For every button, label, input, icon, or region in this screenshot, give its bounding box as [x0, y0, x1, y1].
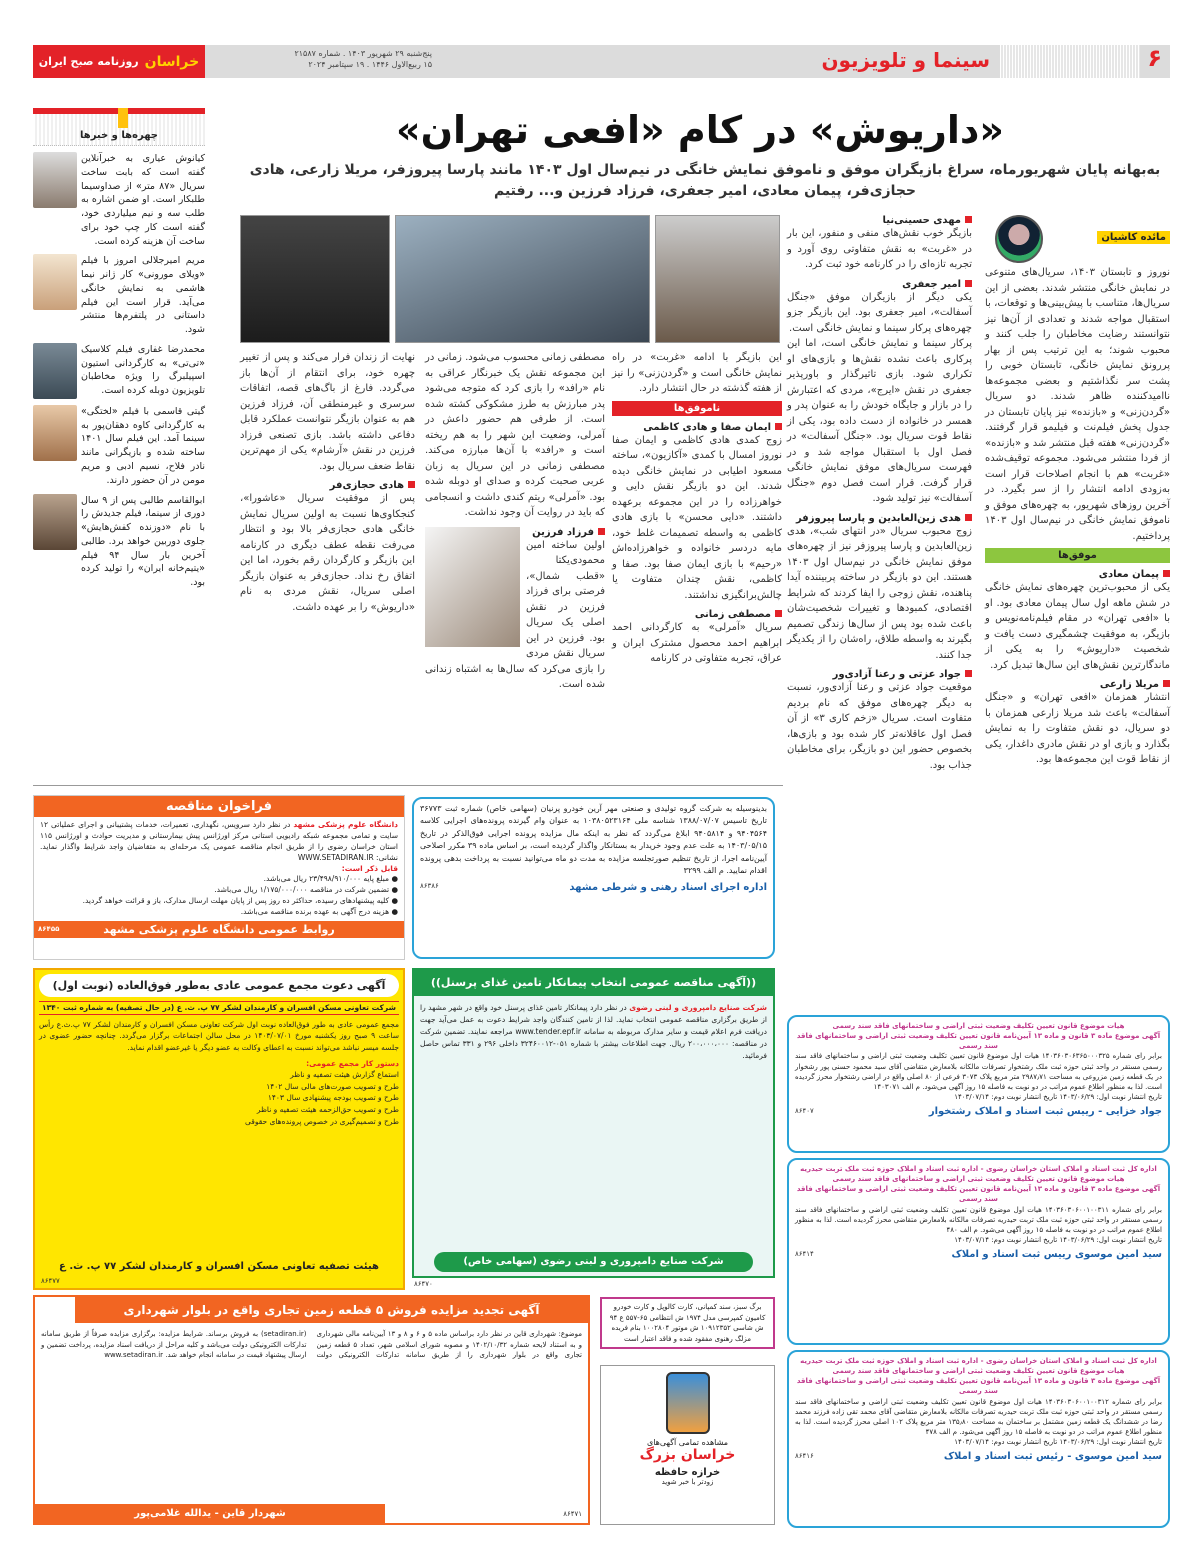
section-text: پرکار سینما و نمایش خانگی است، اما این پرکاری باعث نشده نقش‌ها و بازی‌های او تکراری شود. بازی تاثیرگذار و باورپذیر جعفری در نقش «ایرج»، مردی که اعتبارش را در بازار و جایگاه خودش را به عنوان پدر و همسر در خانواده از دست داده بود، یکی از نقاط قوت سریال بود. «جنگل آسفالت» در فصل اول با استقبال مواجه شد و در فهرست سریال‌های موفق نمایش خانگی قرار گرفت. قرار است فصل دوم «جنگل آسفالت» نیز تولید شود.	[787, 338, 972, 504]
photo-actor	[655, 215, 780, 343]
ad-general-assembly	[33, 968, 405, 1290]
ad-title: آگهی تجدید مزایده فروش ۵ قطعه زمین تجاری واقع در بلوار شهرداری	[75, 1297, 588, 1323]
date-line: ۱۵ ربیع‌الاول ۱۴۴۶ . ۱۹ سپتامبر ۲۰۲۴	[308, 60, 432, 70]
agenda-item: استماع گزارش هیئت تصفیه و ناظر	[290, 1070, 399, 1080]
promo-line: مشاهده تمامی آگهی‌های	[646, 1438, 729, 1447]
photo-actress	[240, 215, 390, 343]
ad-code: ۸۶۴۵۵	[38, 924, 60, 933]
ad-body: مجمع عمومی عادی به طور فوق‌العاده نوبت اول شرکت تعاونی مسکن افسران و کارمندان لشکر ۷۷ پ.ث.ع رأس ساعت ۹ صبح روز یکشنبه مورخ ۱۴۰۳/۰۷/۰۱ در محل سالن اجتماعات برگزار می‌گردد. چنانچه حضور عضوی در جلسه میسر نباشد می‌تواند نسبت به اعطای وکالت به عضو دیگر یا غیرعضو اقدام نماید.	[39, 1019, 399, 1052]
section-text: پس از موفقیت سریال «عاشورا»، کنجکاوی‌ها نسبت به اولین سریال نمایش خانگی هادی حجازی‌فر بالا بود و انتظار می‌رفت نقطه عطف دیگری در کارنامه این بازیگر و کارگردان رقم بخورد، اما این اتفاق رخ نداد. حجازی‌فر به عنوان بازیگر اصلی سریال، نقش مردی به نام «داریوش» را بر عهده داشت.	[240, 493, 415, 613]
tag-unsuccessful: ناموفق‌ها	[612, 401, 782, 416]
section-heading: جواد عزتی و رعنا آزادی‌ور	[787, 669, 972, 680]
ad-note: قابل ذکر است:	[341, 863, 398, 873]
sidebar-item-text: ابوالقاسم طالبی پس از ۹ سال دوری از سینما، فیلم جدیدش را با نام «دوزنده کفش‌هایش» جلوی دوربین خواهد برد. طالبی آخرین بار سال ۹۴ فیلم «یتیم‌خانه ایران» را تولید کرده بود.	[81, 494, 205, 589]
ad-footer: روابط عمومی دانشگاه علوم پزشکی مشهد	[103, 922, 335, 936]
ad-bullet: ● تضمین شرکت در مناقصه ۱/۱۷۵/۰۰۰/۰۰۰ ریال می‌باشد.	[214, 885, 398, 895]
ad-title: آگهی موضوع ماده ۳ قانون و ماده ۱۳ آیین‌نامه قانون تعیین تکلیف وضعیت ثبتی اراضی و ساختمانهای فاقد سند رسمی	[796, 1377, 1161, 1396]
section-text: انتشار همزمان «افعی تهران» و «جنگل آسفالت» باعث شد مریلا زارعی همزمان با دو سریال، دو نقش متفاوت را به نمایش بگذارد و بازی او در نقش مادری داغدار، یکی از نقاط قوت این مجموعه‌ها بود.	[985, 692, 1170, 765]
section-heading: هادی حجازی‌فر	[240, 480, 415, 491]
section-heading: مهدی حسینی‌نیا	[787, 215, 972, 226]
ad-footer-row	[795, 1102, 1162, 1120]
portrait-photo	[33, 405, 77, 461]
ad-title: اداره کل ثبت اسناد و املاک استان خراسان رضوی - اداره ثبت اسناد و املاک حوزه ثبت ملک تربت حیدریه	[800, 1357, 1157, 1365]
ad-title: ((آگهی مناقصه عمومی انتخاب پیمانکار تامین غذای پرسنل))	[414, 970, 773, 996]
sidebar-item	[33, 254, 205, 337]
ad-title: هیات موضوع قانون تعیین تکلیف وضعیت ثبتی اراضی و ساختمانهای فاقد سند رسمی	[832, 1367, 1125, 1376]
ad-title: هیات موضوع قانون تعیین تکلیف وضعیت ثبتی اراضی و ساختمانهای فاقد سند رسمی	[832, 1175, 1125, 1184]
sidebar-item	[33, 405, 205, 488]
article-subheadline: به‌بهانه پایان شهریورماه، سراغ بازیگران موفق و ناموفق نمایش خانگی در نیم‌سال اول ۱۴۰۳ مانند پارسا پیروزفر، مریلا زارعی، هادی حجازی‌فر، پیمان معادی، امیر جعفری، فرزاد فرزین و... رفتیم	[249, 162, 1161, 199]
ad-code: ۸۶۴۰۷	[795, 1106, 814, 1115]
ad-company: شرکت صنایع دامپروری و لبنی رضوی	[629, 1002, 768, 1012]
divider	[33, 785, 783, 786]
ad-title: فراخوان مناقصه	[34, 796, 404, 817]
sidebar-accent-tab	[118, 108, 128, 128]
author-block	[985, 215, 1170, 265]
ad-body: برابر رای شماره ۱۴۰۳۶۰۳۰۶۰۰۱۰۰۳۱۲ هیات اول موضوع قانون تعیین تکلیف وضعیت ثبتی اراضی و ساختمانهای فاقد سند رسمی مستقر در واحد ثبتی حوزه ثبت ملک تربت حیدریه تصرفات مالکانه بلامعارض متقاضی آقای محمد تقی زاده فرزند محمد رضا در ششدانگ یک قطعه زمین مشتمل بر ساختمان به مساحت ۱۳۵٫۸۰ متر مربع پلاک ۱۰۲ اصلی محرز گردیده است. لذا به منظور اطلاع عموم مراتب در دو نوبت به فاصله ۱۵ روز آگهی می‌شود. م الف ۴۷۸	[795, 1397, 1162, 1436]
header-pattern	[1000, 45, 1140, 78]
phone-icon	[666, 1372, 710, 1434]
ad-footer-row	[795, 1245, 1162, 1263]
ad-body: در نظر دارد سرویس، نگهداری، تعمیرات، خدمات پشتیبانی و اجرای عملیاتی ۱۲ سایت و تمامی مجموعه شبکه رادیویی استانی مرکز اورژانس پیش بیمارستانی و مدیریت حوادث و اورژانس ۱۱۵ استان خراسان رضوی را از طریق انجام مناقصه عمومی یک مرحله‌ای به متقاضیان واجد شرایط واگذار نماید. نشانی: WWW.SETADIRAN.IR	[40, 820, 398, 862]
ad-title: آگهی دعوت مجمع عمومی عادی به‌طور فوق‌العاده (نوبت اول)	[39, 974, 399, 997]
ad-title: اداره کل ثبت اسناد و املاک استان خراسان رضوی - اداره ثبت اسناد و املاک حوزه ثبت ملک تربت حیدریه	[800, 1165, 1157, 1173]
sidebar-item-text: گیتی قاسمی با فیلم «لختگی» به کارگردانی کاوه دهقان‌پور به سینما آمد. این فیلم سال ۱۴۰۱ ساخته شده و بازیگرانی مانند نادر فلاح، نسیم ادبی و مریم مومن در آن حضور دارند.	[81, 405, 205, 486]
article-column-3	[612, 350, 782, 667]
portrait-photo	[33, 152, 77, 208]
ad-bullet-text: هزینه درج آگهی به عهده برنده مناقصه می‌باشد.	[240, 907, 390, 916]
promo-title: خراسان بزرگ	[639, 1447, 736, 1463]
ad-footer: هیئت تصفیه تعاونی مسکن افسران و کارمندان لشکر ۷۷ پ. ث. ع	[59, 1260, 379, 1272]
ad-bullet-text: تضمین شرکت در مناقصه ۱/۱۷۵/۰۰۰/۰۰۰ ریال می‌باشد.	[214, 885, 390, 895]
ad-code: ۸۶۳۸۶	[420, 882, 439, 891]
article-column-4	[425, 350, 605, 693]
section-text: اولین ساخته امین محمودی‌یکتا «قطب شمال»، فرصتی برای فرزاد فرزین در نقش اصلی یک سریال بود. فرزین در این سریال نقش مردی را بازی می‌کرد که سال‌ها به اشتباه زندانی شده است.	[425, 539, 605, 690]
ad-food-contractor-tender	[412, 968, 775, 1278]
tag-successful: موفق‌ها	[985, 548, 1170, 563]
ad-bullet: ● کلیه پیشنهادهای رسیده، حداکثر ده روز پس از پایان مهلت ارسال مدارک، باز و قرائت خواهد گردید.	[82, 896, 398, 906]
ad-footer-bar	[34, 921, 404, 938]
ad-footer: سید امین موسوی - رئیس ثبت اسناد و املاک	[943, 1451, 1162, 1463]
ad-content	[414, 996, 773, 1068]
section-title: سینما و تلویزیون	[821, 48, 990, 72]
sidebar-item	[33, 494, 205, 590]
agenda-item: طرح و تصمیم‌گیری در خصوص پرونده‌های حقوقی	[245, 1116, 399, 1126]
section-text: این بازیگر با ادامه «غربت» در راه نمایش خانگی است و «گردن‌زنی» را نیز از هفته گذشته در حال انتشار دارد.	[612, 352, 782, 394]
portrait-photo	[33, 494, 77, 550]
portrait-photo	[33, 254, 77, 310]
section-text: زوج کمدی هادی کاظمی و ایمان صفا نوروز امسال با کمدی «آکازیون»، ساخته مسعود اطیابی در نمایش خانگی دیده شدند. این دو بازیگر نقش دایی و خواهرزاده را در این مجموعه برعهده داشتند. «دایی محسن» با بازی هادی کاظمی به واسطه تصمیمات غلط خود، مایه دردسر خانواده و خواهرزاده‌اش «رحیم» با بازی ایمان صفا بود. صفا و کاظمی، نقش چندان متفاوت یا چالش‌برانگیزی نداشتند.	[612, 434, 782, 601]
section-heading: امیر جعفری	[787, 279, 972, 290]
ad-body: در نظر دارد پیمانکار تامین غذای پرسنل خود واقع در شهر مشهد را از طریق برگزاری مناقصه عمومی انتخاب نماید. لذا از تامین کنندگان واجد شرایط دعوت به عمل می‌آید جهت دریافت فرم اعلام قیمت و سایر مدارک مربوطه به سامانه www.tender.epf.ir مراجعه نمایند. تضمین شرکت در مناقصه: ۲۰۰،۰۰۰،۰۰۰ ریال. جهت اطلاعات بیشتر با شماره ۰۵۱-۳۲۴۶۰۰۱۲ داخلی ۲۹۶ و ۳۳۱ تماس حاصل فرمائید.	[420, 1002, 768, 1060]
ad-body: برابر رای شماره ۱۴۰۳۶۰۳۰۶۰۰۱۰۰۳۱۱ هیات اول موضوع قانون تعیین تکلیف وضعیت ثبتی اراضی و ساختمانهای فاقد سند رسمی مستقر در واحد ثبتی حوزه ثبت ملک تربت حیدریه تصرفات مالکانه بلامعارض متقاضی محرز گردیده است. لذا به منظور اطلاع عموم مراتب در دو نوبت به فاصله ۱۵ روز آگهی می‌شود. م الف ۴۸۰	[795, 1205, 1162, 1234]
ad-lost-document	[600, 1297, 775, 1349]
ad-promo-khorasan	[600, 1365, 775, 1525]
promo-brand-logo: خرازه حافظه	[654, 1467, 721, 1478]
agenda-item: طرح و تصویب بودجه پیشنهادی سال ۱۴۰۳	[267, 1093, 399, 1103]
ad-code: ۸۶۴۷۷	[41, 1277, 60, 1286]
ad-tender-medical-university	[33, 795, 405, 960]
article-right-columns	[787, 215, 1170, 773]
portrait-photo	[33, 343, 77, 399]
ad-footer: شهردار قاین - یدالله غلامی‌پور	[35, 1504, 385, 1523]
ad-body: بدینوسیله به شرکت گروه تولیدی و صنعتی مهر آرین خودرو پرنیان (سهامی خاص) شماره ثبت ۳۶۷۷۳ تاریخ تاسیس ۱۳۸۸/۰۷/۰۷ شناسه ملی ۱۰۳۸۰۵۲۳۱۶۴ به عنوان وام گیرنده پرونده‌های اجرایی کلاسه ۹۴۰۴۵۶۴ و ۹۴۰۵۸۱۴ ابلاغ می‌گردد که نظر به اینکه مال مزایده پرونده اجرایی فوق‌الذکر در تاریخ ۱۴۰۳/۰۵/۱۵ به علت عدم وجود خریدار به بستانکار واگذار گردیده است، بر اساس ماده ۳۹ مکرر اصلاحی آیین‌نامه اجرا، از تاریخ تنظیم صورتجلسه مزایده به مدت دو ماه می‌توانید نسبت به پرداخت بدهی پرونده اقدام نمایید. م الف ۳۲۹۹	[420, 804, 768, 875]
promo-tagline: زودتر با خبر شوید	[661, 1478, 714, 1486]
ad-bullet: ● هزینه درج آگهی به عهده برنده مناقصه می‌باشد.	[240, 907, 398, 916]
ad-footer: شرکت صنایع دامپروری و لبنی رضوی (سهامی خاص)	[434, 1252, 753, 1272]
author-avatar	[995, 215, 1043, 263]
ad-footer: سید امین موسوی رییس ثبت اسناد و املاک	[951, 1249, 1162, 1261]
section-heading: پیمان معادی	[985, 569, 1170, 580]
page-number: ۶	[1147, 44, 1162, 72]
agenda-item: طرح و تصویب صورت‌های مالی سال ۱۴۰۲	[266, 1081, 399, 1091]
sidebar-title: چهره‌ها و خبرها	[33, 114, 205, 146]
sidebar-item	[33, 152, 205, 248]
sidebar-news	[33, 108, 205, 590]
ad-code: ۸۶۴۷۱	[563, 1509, 582, 1518]
section-text: نهایت از زندان فرار می‌کند و پس از تغییر چهره خود، برای انتقام از آن‌ها باز می‌گردد. فارغ از باگ‌های قصه، اتفاقات سرسری و غیرمنطقی آن، فرزاد فرزین هم به عنوان بازیگر نتوانست عملکرد قابل دفاعی داشته باشد. بازی تصنعی فرزاد فرزین در نقش «آرشام» یکی از مهم‌ترین نقاط ضعف سریال بود.	[240, 352, 415, 472]
section-text: یکی از محبوب‌ترین چهره‌های نمایش خانگی در شش ماهه اول سال پیمان معادی بود. او با «افعی تهران» در مقام فیلم‌نامه‌نویس و بازیگر، به موفقیت چشمگیری دست یافت و شخصیت «داریوش» را به یکی از ماندگارترین نقش‌های این سال‌ها تبدیل کرد.	[985, 582, 1170, 671]
ad-body: موضوع: شهرداری قاین در نظر دارد براساس ماده ۵ و ۶ و ۸ و ۱۳ آیین‌نامه مالی شهرداری و به استناد لایحه شماره ۱۴۰۲/۱۰/۳۲ و مصوبه شورای اسلامی شهر، تعداد ۵ قطعه زمین تجاری واقع در بلوار شهرداری را از طریق سامانه تدارکات الکترونیکی دولت (setadiran.ir) به فروش برساند. شرایط مزایده: برگزاری مزایده صرفاً از طریق سامانه تدارکات الکترونیکی دولت می‌باشد و کلیه مراحل از دریافت اسناد مزایده، پرداخت تضمین و ارسال پیشنهاد قیمت در سامانه انجام خواهد شد. www.setadiran.ir	[41, 1330, 582, 1359]
ad-code: ۸۶۴۱۶	[795, 1451, 814, 1460]
ad-land-auction	[33, 1295, 590, 1525]
ad-loan-enforcement-notice	[412, 797, 775, 959]
section-text: زوج محبوب سریال «در انتهای شب»، هدی زین‌العابدین و پارسا پیروزفر نیز از چهره‌های موفق نمایش خانگی در نیم‌سال اول ۱۴۰۳ هستند. این دو بازیگر در ساخته پربیننده آیدا پناهنده، نقش زوجی را ایفا کردند که شرایط اقتصادی، کمبودها و تغییرات شخصیت‌شان باعث شده بود پس از سال‌ها زندگی تصمیم بگیرند به واسطه طلاق، راه‌شان را از یکدیگر جدا کنند.	[787, 525, 972, 661]
ad-code: ۸۶۴۷۰	[414, 1280, 433, 1288]
section-heading: مصطفی زمانی	[612, 609, 782, 620]
ad-dates: تاریخ انتشار نوبت اول: ۱۴۰۳/۰۶/۲۹ تاریخ انتشار نوبت دوم: ۱۴۰۳/۰۷/۱۴	[954, 1092, 1162, 1101]
photo-two-actors	[425, 527, 520, 647]
ad-footer: اداره اجرای اسناد رهنی و شرطی مشهد	[569, 882, 767, 894]
ad-title: هیات موضوع قانون تعیین تکلیف وضعیت ثبتی اراضی و ساختمانهای فاقد سند رسمی	[832, 1022, 1125, 1030]
sidebar-item-text: مریم امیرجلالی امروز با فیلم «ویلای مورونی» کار ژانر نیما هاشمی به نمایش خانگی می‌آید. قرار است این فیلم داستانی در پلتفرم‌ها منتشر شود.	[81, 255, 205, 336]
ad-title: آگهی موضوع ماده ۳ قانون و ماده ۱۳ آیین‌نامه قانون تعیین تکلیف وضعیت ثبتی اراضی و ساختمانهای فاقد سند رسمی	[796, 1032, 1161, 1051]
section-text: سریال «آمرلی» به کارگردانی احمد ابراهیم احمد محصول مشترک ایران و عراق، تجربه متفاوتی در کارنامه	[612, 622, 782, 664]
sidebar-item	[33, 343, 205, 399]
ad-body: برگ سبز، سند کمپانی، کارت کالوپل و کارت خودرو کامیون کمپرسی مدل ۱۹۷۴ ش انتظامی ۶۵-۵۵۷ ع ۹۴ ش شاسی ۱۰۹۱۲۳۵۲ ش موتور ۱۰۰۲۸۰۴ بنام فریده مزلگ رهنوی مفقود شده و فاقد اعتبار است	[609, 1303, 766, 1343]
ad-bullet: ● مبلغ پایه ۲۳/۴۹۸/۹۱۰/۰۰۰ ریال می‌باشد.	[263, 874, 398, 884]
ad-company: شرکت تعاونی مسکن افسران و کارمندان لشکر ۷۷ پ. ث. ع (در حال تصفیه) به شماره ثبت ۱۳۴۰	[39, 1001, 399, 1015]
sidebar-accent-bar	[33, 108, 205, 114]
section-heading: فرزاد فرزین	[425, 527, 605, 538]
agenda-item: طرح و تصویب حق‌الزحمه هیئت تصفیه و ناظر	[256, 1105, 399, 1115]
ad-bullet-text: مبلغ پایه ۲۳/۴۹۸/۹۱۰/۰۰۰ ریال می‌باشد.	[263, 874, 390, 884]
ad-registry-notice	[787, 1015, 1170, 1153]
date-line: پنج‌شنبه ۲۹ شهریور ۱۴۰۳ . شماره ۲۱۵۸۷	[294, 49, 432, 58]
ad-footer-row	[795, 1447, 1162, 1465]
photo-scene-couple	[395, 215, 650, 343]
ad-content	[34, 817, 404, 921]
ad-bullet-text: کلیه پیشنهادهای رسیده، حداکثر ده روز پس از پایان مهلت ارسال مدارک، باز و قرائت خواهد گردید.	[82, 896, 390, 906]
ad-org: دانشگاه علوم پزشکی مشهد	[293, 820, 398, 829]
ad-title: آگهی موضوع ماده ۳ قانون و ماده ۱۳ آیین‌نامه قانون تعیین تکلیف وضعیت ثبتی اراضی و ساختمانهای فاقد سند رسمی	[796, 1185, 1161, 1204]
sidebar-item-text: محمدرضا غفاری فیلم کلاسیک «تی‌تی» به کارگردانی استیون اسپیلبرگ را ویژه مخاطبان تلویزیون دوبله کرده است.	[81, 343, 205, 397]
issue-date	[212, 48, 432, 70]
brand-name: خراسان	[144, 53, 200, 70]
ad-code: ۸۶۴۱۴	[795, 1249, 814, 1258]
sidebar-item-text: کیانوش عیاری به خبرآنلاین گفته است که بابت ساخت سریال «۸۷ متر» از صداوسیما طلبکار است. او ضمن اشاره به طلب سه و نیم میلیاردی خود، گفته است کار چپ خود برای ساخت آن هزینه کرده است.	[81, 153, 205, 247]
ad-registry-notice	[787, 1350, 1170, 1528]
brand-tagline: روزنامه صبح ایران	[38, 55, 139, 68]
section-text: مصطفی زمانی محسوب می‌شود. زمانی در این مجموعه نقش یک خبرنگار عراقی به نام «رافد» را بازی کرد که متوجه می‌شود پدر مبارزش به طرز مشکوکی کشته شده است. از طرفی هم حضور داعش در آمرلی، وضعیت این شهر را به هم ریخته است و «رافد» با آن‌ها مبارزه می‌کند. مصطفی زمانی در این سریال به زبان عربی صحبت کرده و صدای او دوبله شده بود. «آمرلی» ریتم کندی داشت و انسجامی که باید در روایت آن وجود نداشت.	[425, 352, 605, 518]
article-intro: نوروز و تابستان ۱۴۰۳، سریال‌های متنوعی در نمایش خانگی منتشر شدند. بعضی از این سریال‌ها، متناسب با پیش‌بینی‌ها و توقعات، با استقبال مواجه شدند و تعدادی از آن‌ها نیز نتوانستند رضایت مخاطبان را جلب کنند و محبوب شوند؛ به این ترتیب پس از بهار پررونق نمایش خانگی، تابستان خوبی را پشت سر نگذاشتیم و بعضی مجموعه‌ها ناامیدکننده ظاهر شدند. دو سریال «گردن‌زنی» و «بازنده» نیز پایان تابستان در جدول پخش فیلم‌نت و فیلیمو قرار گرفتند. «گردن‌زنی» هفته قبل منتشر شد و «بازنده» از فردا منتشر می‌شود. مجموعه توقیف‌شده «غربت» هم با انجام اصلاحات قرار است به‌زودی ادامه انتشار را از سر بگیرد. در آخرین روزهای شهریور، به چهره‌های موفق و ناموفق نمایش خانگی در نیم‌سال اول ۱۴۰۳ پرداختیم.	[985, 267, 1170, 542]
section-heading: هدی زین‌العابدین و پارسا پیروزفر	[787, 513, 972, 524]
ad-footer-row	[420, 877, 767, 896]
section-text: موقعیت جواد عزتی و رعنا آزادی‌ور، نسبت به دیگر چهره‌های موفق که نام بردیم متفاوت است. سریال «زخم کاری ۳» از آن فصل اول عاقلانه‌تر کار شده بود و بازی‌ها، بخصوص حضور این دو بازیگر، برای مخاطبان جذاب بود.	[787, 682, 972, 771]
newspaper-logo[interactable]	[33, 45, 205, 78]
author-name: مائده کاشیان	[1097, 231, 1170, 244]
ad-dates: تاریخ انتشار نوبت اول: ۱۴۰۳/۰۶/۲۹ تاریخ انتشار نوبت دوم: ۱۴۰۳/۰۷/۱۴	[954, 1235, 1162, 1244]
article-column-5	[240, 350, 415, 615]
ad-agenda-title: دستور کار مجمع عمومی:	[306, 1058, 399, 1068]
section-heading: مریلا زارعی	[985, 679, 1170, 690]
ad-dates: تاریخ انتشار نوبت اول: ۱۴۰۳/۰۶/۲۹ تاریخ انتشار نوبت دوم: ۱۴۰۳/۰۷/۱۴	[954, 1438, 1162, 1447]
section-text: بازیگر خوب نقش‌های منفی و منفور، این بار در «غربت» به نقش متفاوتی روی آورد و تجربه تازه‌ای را در کارنامه خود ثبت کرد.	[787, 228, 972, 270]
article-headline: «داریوش» در کام «افعی تهران»	[396, 108, 1004, 152]
ad-body: برابر رای شماره ۱۴۰۳۶۰۳۰۶۳۶۵۰۰۰۳۲۵ هیات اول موضوع قانون تعیین تکلیف وضعیت ثبتی اراضی و ساختمانهای فاقد سند رسمی مستقر در واحد ثبتی حوزه ثبت ملک رشتخوار تصرفات مالکانه بلامعارض متقاضی آقای سید محمود حسنی پور رشخوار در یک قطعه زمین مزروعی به مساحت ۲۹۸۷٫۷۱ متر مربع پلاک ۳۰۷۳ فرعی از ۸۰ اصلی واقع در اراضی رشتخوار محرز گردیده است. لذا به منظور اطلاع عموم مراتب در دو نوبت به فاصله ۱۵ روز آگهی می‌شود. م الف ۱۴۰۳۰۷۱	[795, 1052, 1162, 1091]
section-heading: ایمان صفا و هادی کاظمی	[612, 422, 782, 433]
ad-footer: جواد خزایی - رییس ثبت اسناد و املاک رشتخوار	[928, 1106, 1162, 1118]
ad-registry-notice	[787, 1158, 1170, 1345]
section-text: یکی دیگر از بازیگران موفق «جنگل آسفالت»، امیر جعفری بود. این بازیگر جزو چهره‌های پرکار سینما و نمایش خانگی است.	[787, 291, 972, 334]
